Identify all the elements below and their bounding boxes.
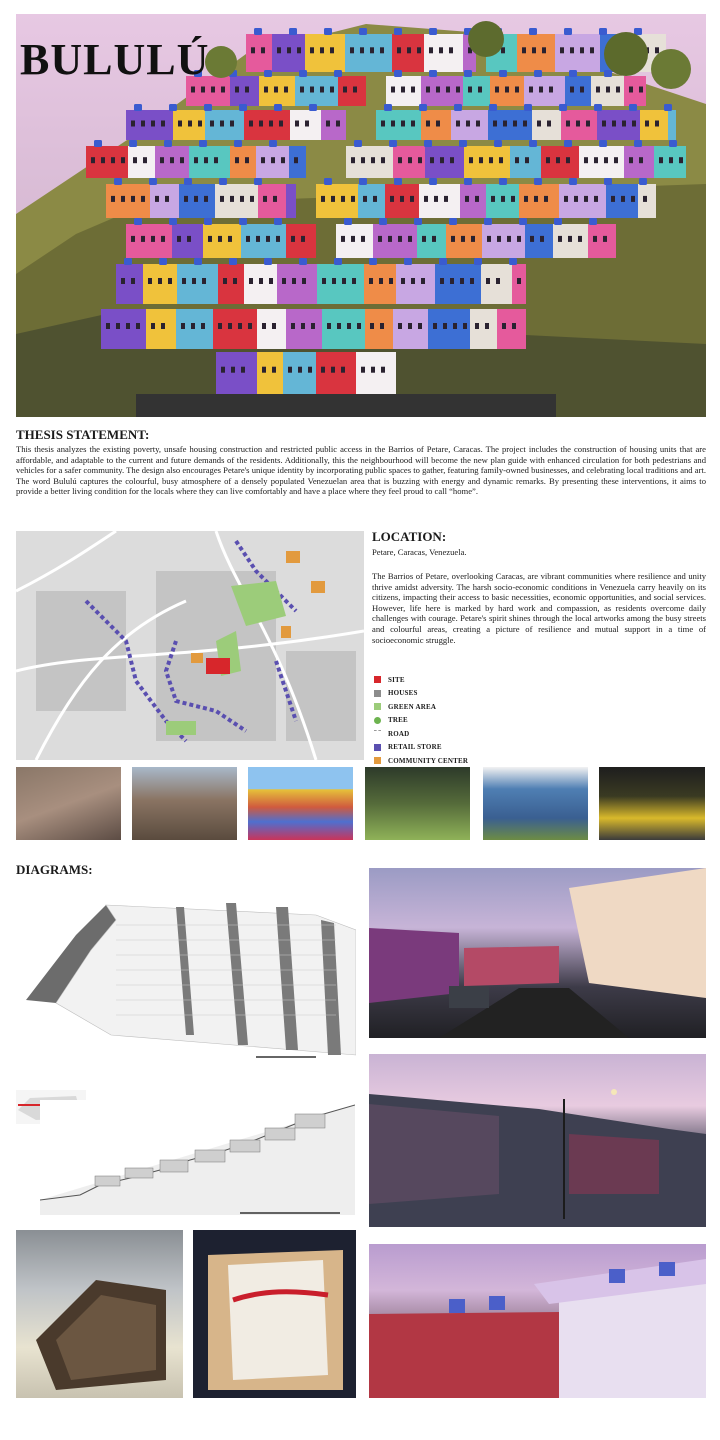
legend-item-tree (374, 714, 574, 728)
legend-label: SITE (388, 675, 405, 684)
legend-swatch (374, 676, 381, 683)
legend-swatch (374, 757, 381, 764)
model-1-drawing (16, 1230, 183, 1398)
legend-swatch (374, 730, 381, 738)
legend-item-site (374, 673, 574, 687)
site-map (16, 531, 364, 760)
page-title: BULULÚ (20, 35, 210, 84)
legend-item-green-area (374, 700, 574, 714)
legend-label: GREEN AREA (388, 702, 437, 711)
model-2-drawing (193, 1230, 356, 1398)
legend-item-houses (374, 687, 574, 701)
thesis-heading: THESIS STATEMENT: (16, 427, 150, 442)
site-photo-stairs (365, 767, 470, 840)
legend-label: HOUSES (388, 689, 418, 698)
legend-label: TREE (388, 716, 408, 725)
section-diagram (40, 1100, 355, 1220)
site-photo-colourful-houses (248, 767, 353, 840)
street-rendering-1 (369, 868, 706, 1038)
legend-swatch (374, 690, 381, 697)
thesis-text: This thesis analyzes the existing poverty, unsafe housing construction and restricted public access in the Barrios of Petare, Caracas. The project includes the construction of housing units that are affordable, and adaptable to the current and future demands of the residents. Additionally, this the neighbourhood will become the new plan guide with enhanced circulation for both pedestrians and vehicles for a safer community. The design also encourages Petare's unique identity by incorporating public spaces to gather, featuring family-owned businesses, and celebrating local traditions and art. The word Bululú captures the colourful, busy atmosphere of a densely populated Venezuelan area that is buzzing with energy and dynamic remarks. By presenting these interventions, it aims to provide a better living condition for the locals where they can live comfortably and have a place where they feel proud to call “home”. (16, 444, 706, 497)
legend-label: RETAIL STORE (388, 743, 442, 752)
legend-item-community-center (374, 754, 574, 768)
site-map-drawing (16, 531, 364, 760)
legend-item-road (374, 727, 574, 741)
rendering-2-drawing (369, 1054, 706, 1227)
legend-swatch (374, 703, 381, 710)
rendering-1-drawing (369, 868, 706, 1038)
street-rendering-2 (369, 1054, 706, 1227)
legend-label: ROAD (388, 729, 410, 738)
map-legend (374, 673, 574, 768)
physical-model-photo-2 (193, 1230, 356, 1398)
site-plan-diagram (16, 885, 356, 1065)
section-drawing (40, 1100, 355, 1220)
location-place: Petare, Caracas, Venezuela. (372, 547, 467, 557)
site-photo-aerial (16, 767, 121, 840)
site-photo-hillside (132, 767, 237, 840)
location-heading: LOCATION: (372, 529, 447, 544)
site-plan-drawing (16, 885, 356, 1065)
legend-label: COMMUNITY CENTER (388, 756, 469, 765)
physical-model-photo-1 (16, 1230, 183, 1398)
location-text: The Barrios of Petare, overlooking Caracas, are vibrant communities where resilience and unity thrive amidst adversity. The harsh socio-economic conditions in Venezuela carry heavily on its citizens, impacting their access to basic necessities, economic opportunities, and social services. However, life here is marked by hard work and compassion, as residents overcome daily challenges with courage. Petare's spirit shines through the local artworks among the busy streets and colourful areas, creating a picture of resilience and mutual support in a time of socioeconomic struggle. (372, 571, 706, 645)
rendering-3-drawing (369, 1244, 706, 1398)
legend-swatch (374, 744, 381, 751)
site-photo-crowd (599, 767, 705, 840)
legend-item-retail-store (374, 741, 574, 755)
legend-swatch (374, 717, 381, 724)
diagrams-heading: DIAGRAMS: (16, 862, 93, 877)
hero-rendering (16, 14, 706, 417)
street-rendering-3 (369, 1244, 706, 1398)
site-photo-mural (483, 767, 588, 840)
